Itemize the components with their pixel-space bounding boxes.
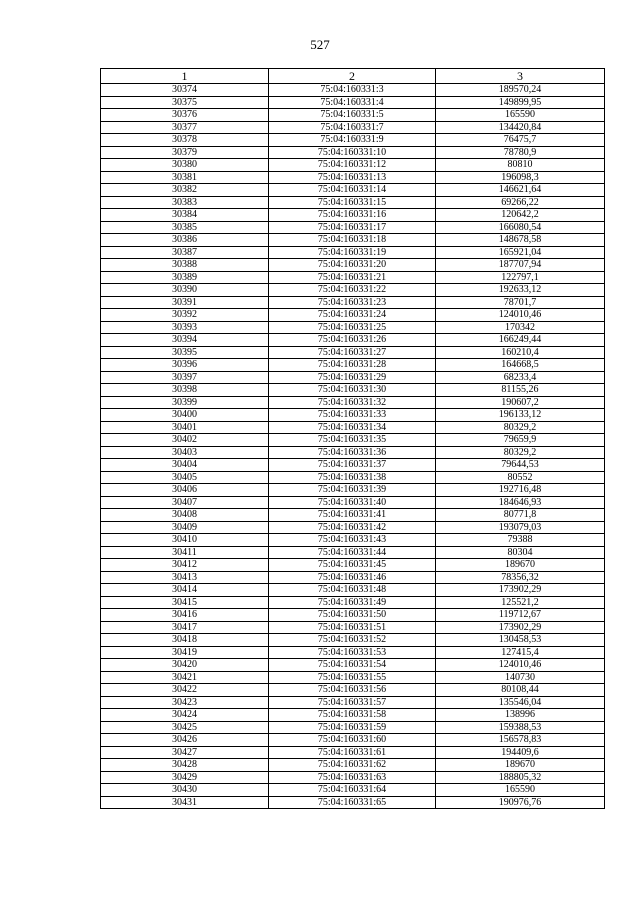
table-row	[101, 746, 605, 759]
table-row	[101, 784, 605, 797]
cadastral-number-cell: 75:04:160331:20	[269, 259, 436, 272]
value-cell: 194409,6	[436, 746, 605, 759]
row-number-cell: 30421	[101, 671, 269, 684]
value-cell: 68233,4	[436, 371, 605, 384]
cadastral-number-cell: 75:04:160331:53	[269, 646, 436, 659]
table-row	[101, 734, 605, 747]
value-cell: 140730	[436, 671, 605, 684]
data-table	[100, 68, 605, 809]
cadastral-number-cell: 75:04:160331:49	[269, 596, 436, 609]
value-cell: 156578,83	[436, 734, 605, 747]
table-row	[101, 434, 605, 447]
table-row	[101, 621, 605, 634]
cadastral-number-cell: 75:04:160331:29	[269, 371, 436, 384]
row-number-cell: 30399	[101, 396, 269, 409]
table-row	[101, 459, 605, 472]
cadastral-number-cell: 75:04:160331:5	[269, 109, 436, 122]
cadastral-number-cell: 75:04:160331:23	[269, 296, 436, 309]
value-cell: 134420,84	[436, 121, 605, 134]
cadastral-number-cell: 75:04:160331:61	[269, 746, 436, 759]
cadastral-number-cell: 75:04:160331:62	[269, 759, 436, 772]
table-row	[101, 484, 605, 497]
value-cell: 192716,48	[436, 484, 605, 497]
value-cell: 122797,1	[436, 271, 605, 284]
value-cell: 192633,12	[436, 284, 605, 297]
cadastral-number-cell: 75:04:160331:46	[269, 571, 436, 584]
table-row	[101, 284, 605, 297]
value-cell: 164668,5	[436, 359, 605, 372]
cadastral-number-cell: 75:04:160331:17	[269, 221, 436, 234]
table-row	[101, 209, 605, 222]
cadastral-number-cell: 75:04:160331:22	[269, 284, 436, 297]
value-cell: 189670	[436, 559, 605, 572]
value-cell: 78701,7	[436, 296, 605, 309]
cadastral-number-cell: 75:04:160331:10	[269, 146, 436, 159]
table-row	[101, 684, 605, 697]
table-row	[101, 296, 605, 309]
row-number-cell: 30385	[101, 221, 269, 234]
row-number-cell: 30394	[101, 334, 269, 347]
row-number-cell: 30418	[101, 634, 269, 647]
cadastral-number-cell: 75:04:160331:39	[269, 484, 436, 497]
cadastral-number-cell: 75:04:160331:45	[269, 559, 436, 572]
cadastral-number-cell: 75:04:160331:21	[269, 271, 436, 284]
table-row	[101, 309, 605, 322]
row-number-cell: 30424	[101, 709, 269, 722]
value-cell: 138996	[436, 709, 605, 722]
value-cell: 69266,22	[436, 196, 605, 209]
column-header-2: 2	[269, 69, 436, 84]
table-row	[101, 196, 605, 209]
value-cell: 124010,46	[436, 309, 605, 322]
table-row	[101, 496, 605, 509]
table-row	[101, 371, 605, 384]
row-number-cell: 30374	[101, 84, 269, 97]
table-row	[101, 159, 605, 172]
table-row	[101, 321, 605, 334]
table-row	[101, 271, 605, 284]
cadastral-number-cell: 75:04:160331:63	[269, 771, 436, 784]
row-number-cell: 30426	[101, 734, 269, 747]
value-cell: 165921,04	[436, 246, 605, 259]
table-row	[101, 121, 605, 134]
table-row	[101, 146, 605, 159]
cadastral-number-cell: 75:04:160331:30	[269, 384, 436, 397]
cadastral-number-cell: 75:04:160331:60	[269, 734, 436, 747]
row-number-cell: 30403	[101, 446, 269, 459]
table-row	[101, 471, 605, 484]
row-number-cell: 30383	[101, 196, 269, 209]
row-number-cell: 30400	[101, 409, 269, 422]
value-cell: 189670	[436, 759, 605, 772]
table-row	[101, 509, 605, 522]
cadastral-number-cell: 75:04:160331:52	[269, 634, 436, 647]
value-cell: 166080,54	[436, 221, 605, 234]
column-header-1: 1	[101, 69, 269, 84]
cadastral-number-cell: 75:04:160331:24	[269, 309, 436, 322]
row-number-cell: 30398	[101, 384, 269, 397]
cadastral-number-cell: 75:04:160331:41	[269, 509, 436, 522]
row-number-cell: 30431	[101, 796, 269, 809]
row-number-cell: 30377	[101, 121, 269, 134]
cadastral-number-cell: 75:04:160331:64	[269, 784, 436, 797]
table-row	[101, 421, 605, 434]
table-row	[101, 759, 605, 772]
cadastral-number-cell: 75:04:160331:59	[269, 721, 436, 734]
table-row	[101, 534, 605, 547]
value-cell: 127415,4	[436, 646, 605, 659]
cadastral-number-cell: 75:04:160331:25	[269, 321, 436, 334]
row-number-cell: 30406	[101, 484, 269, 497]
cadastral-number-cell: 75:04:160331:36	[269, 446, 436, 459]
row-number-cell: 30392	[101, 309, 269, 322]
row-number-cell: 30422	[101, 684, 269, 697]
cadastral-number-cell: 75:04:160331:27	[269, 346, 436, 359]
value-cell: 160210,4	[436, 346, 605, 359]
row-number-cell: 30380	[101, 159, 269, 172]
row-number-cell: 30402	[101, 434, 269, 447]
cadastral-number-cell: 75:04:160331:32	[269, 396, 436, 409]
value-cell: 76475,7	[436, 134, 605, 147]
row-number-cell: 30404	[101, 459, 269, 472]
row-number-cell: 30391	[101, 296, 269, 309]
table-row	[101, 546, 605, 559]
cadastral-number-cell: 75:04:160331:33	[269, 409, 436, 422]
row-number-cell: 30415	[101, 596, 269, 609]
value-cell: 165590	[436, 109, 605, 122]
row-number-cell: 30393	[101, 321, 269, 334]
row-number-cell: 30430	[101, 784, 269, 797]
value-cell: 190976,76	[436, 796, 605, 809]
value-cell: 79659,9	[436, 434, 605, 447]
table-row	[101, 696, 605, 709]
value-cell: 135546,04	[436, 696, 605, 709]
value-cell: 120642,2	[436, 209, 605, 222]
cadastral-number-cell: 75:04:160331:12	[269, 159, 436, 172]
cadastral-number-cell: 75:04:160331:26	[269, 334, 436, 347]
row-number-cell: 30428	[101, 759, 269, 772]
cadastral-number-cell: 75:04:160331:4	[269, 96, 436, 109]
table-row	[101, 234, 605, 247]
row-number-cell: 30416	[101, 609, 269, 622]
table-row	[101, 134, 605, 147]
value-cell: 79644,53	[436, 459, 605, 472]
row-number-cell: 30384	[101, 209, 269, 222]
row-number-cell: 30388	[101, 259, 269, 272]
table-header-row	[101, 69, 605, 84]
value-cell: 78780,9	[436, 146, 605, 159]
cadastral-number-cell: 75:04:160331:37	[269, 459, 436, 472]
table-row	[101, 409, 605, 422]
cadastral-number-cell: 75:04:160331:3	[269, 84, 436, 97]
row-number-cell: 30419	[101, 646, 269, 659]
page-number: 527	[310, 37, 330, 52]
table-row	[101, 571, 605, 584]
row-number-cell: 30405	[101, 471, 269, 484]
value-cell: 189570,24	[436, 84, 605, 97]
cadastral-number-cell: 75:04:160331:65	[269, 796, 436, 809]
table-row	[101, 446, 605, 459]
value-cell: 146621,64	[436, 184, 605, 197]
cadastral-number-cell: 75:04:160331:54	[269, 659, 436, 672]
row-number-cell: 30395	[101, 346, 269, 359]
row-number-cell: 30407	[101, 496, 269, 509]
row-number-cell: 30386	[101, 234, 269, 247]
value-cell: 166249,44	[436, 334, 605, 347]
table-row	[101, 584, 605, 597]
cadastral-number-cell: 75:04:160331:14	[269, 184, 436, 197]
cadastral-number-cell: 75:04:160331:34	[269, 421, 436, 434]
value-cell: 170342	[436, 321, 605, 334]
cadastral-number-cell: 75:04:160331:44	[269, 546, 436, 559]
cadastral-number-cell: 75:04:160331:57	[269, 696, 436, 709]
table-row	[101, 96, 605, 109]
row-number-cell: 30379	[101, 146, 269, 159]
cadastral-number-cell: 75:04:160331:35	[269, 434, 436, 447]
value-cell: 193079,03	[436, 521, 605, 534]
table-row	[101, 671, 605, 684]
row-number-cell: 30410	[101, 534, 269, 547]
value-cell: 80329,2	[436, 421, 605, 434]
cadastral-number-cell: 75:04:160331:9	[269, 134, 436, 147]
value-cell: 80329,2	[436, 446, 605, 459]
value-cell: 80810	[436, 159, 605, 172]
cadastral-number-cell: 75:04:160331:50	[269, 609, 436, 622]
value-cell: 80771,8	[436, 509, 605, 522]
cadastral-number-cell: 75:04:160331:7	[269, 121, 436, 134]
value-cell: 165590	[436, 784, 605, 797]
table-row	[101, 771, 605, 784]
value-cell: 80304	[436, 546, 605, 559]
value-cell: 190607,2	[436, 396, 605, 409]
value-cell: 149899,95	[436, 96, 605, 109]
table-row	[101, 596, 605, 609]
cadastral-number-cell: 75:04:160331:38	[269, 471, 436, 484]
table-row	[101, 721, 605, 734]
value-cell: 173902,29	[436, 584, 605, 597]
row-number-cell: 30397	[101, 371, 269, 384]
value-cell: 78356,32	[436, 571, 605, 584]
table-row	[101, 109, 605, 122]
cadastral-number-cell: 75:04:160331:13	[269, 171, 436, 184]
value-cell: 81155,26	[436, 384, 605, 397]
row-number-cell: 30413	[101, 571, 269, 584]
row-number-cell: 30425	[101, 721, 269, 734]
row-number-cell: 30429	[101, 771, 269, 784]
table-row	[101, 334, 605, 347]
column-header-3: 3	[436, 69, 605, 84]
row-number-cell: 30408	[101, 509, 269, 522]
row-number-cell: 30375	[101, 96, 269, 109]
cadastral-number-cell: 75:04:160331:55	[269, 671, 436, 684]
table-row	[101, 559, 605, 572]
table-row	[101, 184, 605, 197]
value-cell: 184646,93	[436, 496, 605, 509]
row-number-cell: 30389	[101, 271, 269, 284]
value-cell: 80108,44	[436, 684, 605, 697]
row-number-cell: 30411	[101, 546, 269, 559]
table-row	[101, 609, 605, 622]
cadastral-number-cell: 75:04:160331:15	[269, 196, 436, 209]
cadastral-number-cell: 75:04:160331:56	[269, 684, 436, 697]
value-cell: 173902,29	[436, 621, 605, 634]
cadastral-number-cell: 75:04:160331:42	[269, 521, 436, 534]
table-row	[101, 171, 605, 184]
value-cell: 80552	[436, 471, 605, 484]
cadastral-number-cell: 75:04:160331:58	[269, 709, 436, 722]
cadastral-number-cell: 75:04:160331:19	[269, 246, 436, 259]
row-number-cell: 30409	[101, 521, 269, 534]
table-row	[101, 359, 605, 372]
table-row	[101, 246, 605, 259]
value-cell: 148678,58	[436, 234, 605, 247]
row-number-cell: 30412	[101, 559, 269, 572]
row-number-cell: 30390	[101, 284, 269, 297]
value-cell: 196133,12	[436, 409, 605, 422]
table-row	[101, 221, 605, 234]
cadastral-number-cell: 75:04:160331:40	[269, 496, 436, 509]
value-cell: 79388	[436, 534, 605, 547]
table-row	[101, 646, 605, 659]
row-number-cell: 30382	[101, 184, 269, 197]
row-number-cell: 30423	[101, 696, 269, 709]
row-number-cell: 30414	[101, 584, 269, 597]
value-cell: 187707,94	[436, 259, 605, 272]
table-row	[101, 659, 605, 672]
row-number-cell: 30387	[101, 246, 269, 259]
row-number-cell: 30417	[101, 621, 269, 634]
value-cell: 124010,46	[436, 659, 605, 672]
value-cell: 159388,53	[436, 721, 605, 734]
value-cell: 125521,2	[436, 596, 605, 609]
cadastral-number-cell: 75:04:160331:48	[269, 584, 436, 597]
table-row	[101, 84, 605, 97]
table-row	[101, 709, 605, 722]
row-number-cell: 30396	[101, 359, 269, 372]
table-row	[101, 346, 605, 359]
row-number-cell: 30401	[101, 421, 269, 434]
row-number-cell: 30427	[101, 746, 269, 759]
table-row	[101, 384, 605, 397]
table-row	[101, 259, 605, 272]
row-number-cell: 30420	[101, 659, 269, 672]
row-number-cell: 30381	[101, 171, 269, 184]
table-body	[101, 84, 605, 809]
cadastral-number-cell: 75:04:160331:18	[269, 234, 436, 247]
row-number-cell: 30378	[101, 134, 269, 147]
table-row	[101, 634, 605, 647]
cadastral-number-cell: 75:04:160331:51	[269, 621, 436, 634]
table-row	[101, 521, 605, 534]
value-cell: 130458,53	[436, 634, 605, 647]
value-cell: 119712,67	[436, 609, 605, 622]
table-row	[101, 396, 605, 409]
row-number-cell: 30376	[101, 109, 269, 122]
table-row	[101, 796, 605, 809]
value-cell: 196098,3	[436, 171, 605, 184]
cadastral-number-cell: 75:04:160331:28	[269, 359, 436, 372]
cadastral-number-cell: 75:04:160331:16	[269, 209, 436, 222]
cadastral-number-cell: 75:04:160331:43	[269, 534, 436, 547]
value-cell: 188805,32	[436, 771, 605, 784]
